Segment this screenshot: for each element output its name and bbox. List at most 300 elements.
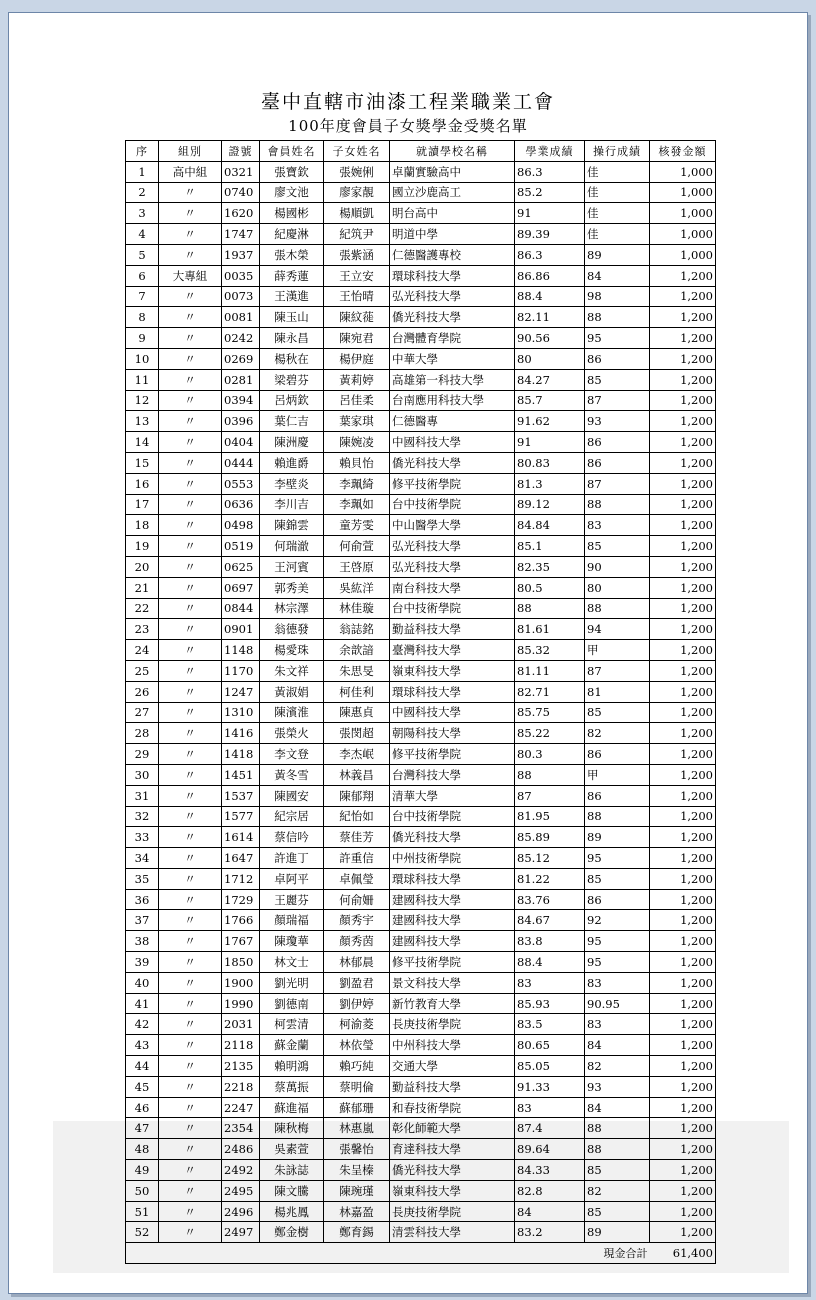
- row-number: 38: [126, 931, 159, 952]
- school-name: 弘光科技大學: [390, 556, 515, 577]
- child-name: 林嘉盈: [324, 1201, 390, 1222]
- member-name: 王漢進: [260, 286, 324, 307]
- child-name: 楊伊庭: [324, 348, 390, 369]
- school-name: 南台科技大學: [390, 577, 515, 598]
- member-name: 楊愛珠: [260, 640, 324, 661]
- row-number: 27: [126, 702, 159, 723]
- award-amount: 1,200: [650, 952, 716, 973]
- member-name: 朱文祥: [260, 660, 324, 681]
- member-id: 1647: [222, 848, 260, 869]
- school-name: 仁德醫專: [390, 411, 515, 432]
- school-name: 長庚技術學院: [390, 1014, 515, 1035]
- award-amount: 1,200: [650, 993, 716, 1014]
- award-amount: 1,200: [650, 432, 716, 453]
- academic-score: 87: [515, 785, 585, 806]
- member-id: 2486: [222, 1139, 260, 1160]
- child-name: 張婉俐: [324, 161, 390, 182]
- group-cell: 〃: [159, 494, 222, 515]
- table-row: [126, 972, 716, 993]
- table-row: [126, 1180, 716, 1201]
- child-name: 林惠嵐: [324, 1118, 390, 1139]
- academic-score: 85.32: [515, 640, 585, 661]
- row-number: 9: [126, 328, 159, 349]
- academic-score: 81.11: [515, 660, 585, 681]
- child-name: 李珮如: [324, 494, 390, 515]
- member-id: 0081: [222, 307, 260, 328]
- group-cell: 〃: [159, 1201, 222, 1222]
- conduct-score: 88: [585, 1139, 650, 1160]
- academic-score: 83: [515, 972, 585, 993]
- table-row: [126, 265, 716, 286]
- table-row: [126, 1097, 716, 1118]
- award-amount: 1,200: [650, 910, 716, 931]
- award-amount: 1,000: [650, 244, 716, 265]
- group-cell: 〃: [159, 432, 222, 453]
- row-number: 21: [126, 577, 159, 598]
- member-id: 2497: [222, 1222, 260, 1243]
- conduct-score: 87: [585, 390, 650, 411]
- member-name: 蘇金蘭: [260, 1035, 324, 1056]
- child-name: 朱思旻: [324, 660, 390, 681]
- member-id: 0394: [222, 390, 260, 411]
- header-cell: 操行成績: [585, 141, 650, 162]
- award-amount: 1,200: [650, 328, 716, 349]
- table-row: [126, 203, 716, 224]
- member-id: 1170: [222, 660, 260, 681]
- academic-score: 85.75: [515, 702, 585, 723]
- member-name: 葉仁吉: [260, 411, 324, 432]
- child-name: 張閔超: [324, 723, 390, 744]
- school-name: 勤益科技大學: [390, 1076, 515, 1097]
- academic-score: 89.39: [515, 224, 585, 245]
- group-cell: 高中組: [159, 161, 222, 182]
- table-row: [126, 411, 716, 432]
- group-cell: 〃: [159, 515, 222, 536]
- group-cell: 〃: [159, 744, 222, 765]
- academic-score: 84.67: [515, 910, 585, 931]
- header-cell: 就讀學校名稱: [390, 141, 515, 162]
- award-amount: 1,000: [650, 224, 716, 245]
- child-name: 紀筑尹: [324, 224, 390, 245]
- member-id: 0636: [222, 494, 260, 515]
- award-amount: 1,200: [650, 348, 716, 369]
- table-row: [126, 244, 716, 265]
- academic-score: 88: [515, 764, 585, 785]
- member-name: 顏瑞福: [260, 910, 324, 931]
- conduct-score: 84: [585, 265, 650, 286]
- conduct-score: 93: [585, 1076, 650, 1097]
- academic-score: 80: [515, 348, 585, 369]
- row-number: 44: [126, 1056, 159, 1077]
- academic-score: 83.2: [515, 1222, 585, 1243]
- academic-score: 81.3: [515, 473, 585, 494]
- academic-score: 88.4: [515, 286, 585, 307]
- member-id: 1577: [222, 806, 260, 827]
- row-number: 22: [126, 598, 159, 619]
- conduct-score: 89: [585, 1222, 650, 1243]
- group-cell: 〃: [159, 1118, 222, 1139]
- award-amount: 1,200: [650, 473, 716, 494]
- group-cell: 〃: [159, 1035, 222, 1056]
- academic-score: 85.05: [515, 1056, 585, 1077]
- award-amount: 1,200: [650, 1014, 716, 1035]
- header-cell: 核發金額: [650, 141, 716, 162]
- row-number: 39: [126, 952, 159, 973]
- header-cell: 子女姓名: [324, 141, 390, 162]
- member-id: 1614: [222, 827, 260, 848]
- member-id: 2247: [222, 1097, 260, 1118]
- member-name: 蔡信吟: [260, 827, 324, 848]
- group-cell: 〃: [159, 1014, 222, 1035]
- school-name: 清雲科技大學: [390, 1222, 515, 1243]
- member-id: 1990: [222, 993, 260, 1014]
- conduct-score: 82: [585, 1056, 650, 1077]
- academic-score: 89.64: [515, 1139, 585, 1160]
- school-name: 中州技術學院: [390, 848, 515, 869]
- school-name: 明道中學: [390, 224, 515, 245]
- row-number: 29: [126, 744, 159, 765]
- conduct-score: 佳: [585, 224, 650, 245]
- member-name: 李壁炎: [260, 473, 324, 494]
- group-cell: 〃: [159, 1222, 222, 1243]
- academic-score: 80.83: [515, 452, 585, 473]
- award-amount: 1,200: [650, 889, 716, 910]
- group-cell: 〃: [159, 244, 222, 265]
- member-name: 朱詠誌: [260, 1160, 324, 1181]
- table-row: [126, 369, 716, 390]
- school-name: 仁德醫護專校: [390, 244, 515, 265]
- table-row: [126, 723, 716, 744]
- child-name: 紀怡如: [324, 806, 390, 827]
- member-name: 陳瓊華: [260, 931, 324, 952]
- table-row: [126, 286, 716, 307]
- group-cell: 〃: [159, 411, 222, 432]
- group-cell: 〃: [159, 390, 222, 411]
- academic-score: 83.76: [515, 889, 585, 910]
- member-id: 1747: [222, 224, 260, 245]
- document-title: 臺中直轄市油漆工程業職業工會: [260, 91, 555, 113]
- conduct-score: 89: [585, 827, 650, 848]
- award-amount: 1,200: [650, 411, 716, 432]
- group-cell: 〃: [159, 660, 222, 681]
- group-cell: 〃: [159, 1180, 222, 1201]
- member-name: 翁德發: [260, 619, 324, 640]
- group-cell: 大專組: [159, 265, 222, 286]
- award-amount: 1,200: [650, 515, 716, 536]
- table-row: [126, 1014, 716, 1035]
- school-name: 中州科技大學: [390, 1035, 515, 1056]
- school-name: 長庚技術學院: [390, 1201, 515, 1222]
- group-cell: 〃: [159, 972, 222, 993]
- school-name: 台灣體育學院: [390, 328, 515, 349]
- member-id: 2492: [222, 1160, 260, 1181]
- child-name: 林義昌: [324, 764, 390, 785]
- school-name: 台灣科技大學: [390, 764, 515, 785]
- member-name: 王麗芬: [260, 889, 324, 910]
- member-id: 2031: [222, 1014, 260, 1035]
- member-id: 0404: [222, 432, 260, 453]
- group-cell: 〃: [159, 1076, 222, 1097]
- school-name: 台中技術學院: [390, 494, 515, 515]
- award-amount: 1,200: [650, 1056, 716, 1077]
- conduct-score: 85: [585, 702, 650, 723]
- table-row: [126, 328, 716, 349]
- academic-score: 86.3: [515, 161, 585, 182]
- academic-score: 91.33: [515, 1076, 585, 1097]
- table-row: [126, 1201, 716, 1222]
- award-amount: 1,200: [650, 286, 716, 307]
- award-amount: 1,200: [650, 931, 716, 952]
- member-name: 陳國安: [260, 785, 324, 806]
- row-number: 17: [126, 494, 159, 515]
- conduct-score: 佳: [585, 182, 650, 203]
- table-row: [126, 681, 716, 702]
- row-number: 28: [126, 723, 159, 744]
- table-row: [126, 806, 716, 827]
- academic-score: 81.95: [515, 806, 585, 827]
- member-name: 卓阿平: [260, 868, 324, 889]
- school-name: 中國科技大學: [390, 702, 515, 723]
- conduct-score: 86: [585, 432, 650, 453]
- award-table: [125, 140, 716, 1264]
- row-number: 16: [126, 473, 159, 494]
- child-name: 顏秀宇: [324, 910, 390, 931]
- school-name: 新竹教育大學: [390, 993, 515, 1014]
- group-cell: 〃: [159, 286, 222, 307]
- member-id: 0035: [222, 265, 260, 286]
- row-number: 35: [126, 868, 159, 889]
- group-cell: 〃: [159, 889, 222, 910]
- conduct-score: 85: [585, 1160, 650, 1181]
- conduct-score: 87: [585, 660, 650, 681]
- header-row: [126, 141, 716, 162]
- header-cell: 學業成績: [515, 141, 585, 162]
- school-name: 台中技術學院: [390, 598, 515, 619]
- group-cell: 〃: [159, 452, 222, 473]
- academic-score: 82.71: [515, 681, 585, 702]
- child-name: 張馨怡: [324, 1139, 390, 1160]
- award-amount: 1,000: [650, 182, 716, 203]
- award-amount: 1,200: [650, 1118, 716, 1139]
- total-value: 61,400: [650, 1243, 716, 1264]
- award-amount: 1,200: [650, 785, 716, 806]
- row-number: 20: [126, 556, 159, 577]
- award-amount: 1,200: [650, 1097, 716, 1118]
- child-name: 余歆諳: [324, 640, 390, 661]
- child-name: 陳琬瑾: [324, 1180, 390, 1201]
- row-number: 1: [126, 161, 159, 182]
- member-id: 1247: [222, 681, 260, 702]
- school-name: 台中技術學院: [390, 806, 515, 827]
- row-number: 41: [126, 993, 159, 1014]
- row-number: 47: [126, 1118, 159, 1139]
- member-name: 許進丁: [260, 848, 324, 869]
- award-amount: 1,200: [650, 848, 716, 869]
- member-name: 陳秋梅: [260, 1118, 324, 1139]
- table-row: [126, 1160, 716, 1181]
- school-name: 勤益科技大學: [390, 619, 515, 640]
- table-row: [126, 598, 716, 619]
- member-id: 2135: [222, 1056, 260, 1077]
- table-row: [126, 764, 716, 785]
- header-cell: 組別: [159, 141, 222, 162]
- school-name: 中山醫學大學: [390, 515, 515, 536]
- member-id: 1767: [222, 931, 260, 952]
- row-number: 49: [126, 1160, 159, 1181]
- row-number: 4: [126, 224, 159, 245]
- member-id: 0073: [222, 286, 260, 307]
- award-amount: 1,200: [650, 556, 716, 577]
- award-amount: 1,200: [650, 619, 716, 640]
- academic-score: 91: [515, 203, 585, 224]
- group-cell: 〃: [159, 1056, 222, 1077]
- row-number: 51: [126, 1201, 159, 1222]
- school-name: 嶺東科技大學: [390, 1180, 515, 1201]
- academic-score: 85.93: [515, 993, 585, 1014]
- group-cell: 〃: [159, 203, 222, 224]
- member-name: 王河賓: [260, 556, 324, 577]
- group-cell: 〃: [159, 536, 222, 557]
- child-name: 許重信: [324, 848, 390, 869]
- member-id: 2496: [222, 1201, 260, 1222]
- row-number: 23: [126, 619, 159, 640]
- academic-score: 80.5: [515, 577, 585, 598]
- child-name: 蔡明倫: [324, 1076, 390, 1097]
- child-name: 林郁晨: [324, 952, 390, 973]
- member-id: 1310: [222, 702, 260, 723]
- conduct-score: 88: [585, 806, 650, 827]
- group-cell: 〃: [159, 952, 222, 973]
- table-row: [126, 1076, 716, 1097]
- group-cell: 〃: [159, 619, 222, 640]
- academic-score: 81.22: [515, 868, 585, 889]
- group-cell: 〃: [159, 785, 222, 806]
- row-number: 50: [126, 1180, 159, 1201]
- school-name: 台南應用科技大學: [390, 390, 515, 411]
- row-number: 34: [126, 848, 159, 869]
- academic-score: 85.1: [515, 536, 585, 557]
- conduct-score: 84: [585, 1097, 650, 1118]
- group-cell: 〃: [159, 806, 222, 827]
- conduct-score: 80: [585, 577, 650, 598]
- table-row: [126, 619, 716, 640]
- group-cell: 〃: [159, 723, 222, 744]
- academic-score: 91: [515, 432, 585, 453]
- child-name: 楊順凱: [324, 203, 390, 224]
- award-amount: 1,000: [650, 161, 716, 182]
- row-number: 32: [126, 806, 159, 827]
- row-number: 25: [126, 660, 159, 681]
- conduct-score: 83: [585, 1014, 650, 1035]
- row-number: 42: [126, 1014, 159, 1035]
- conduct-score: 81: [585, 681, 650, 702]
- academic-score: 90.56: [515, 328, 585, 349]
- academic-score: 83: [515, 1097, 585, 1118]
- award-amount: 1,200: [650, 1076, 716, 1097]
- header-cell: 序: [126, 141, 159, 162]
- group-cell: 〃: [159, 598, 222, 619]
- group-cell: 〃: [159, 640, 222, 661]
- row-number: 8: [126, 307, 159, 328]
- member-id: 1712: [222, 868, 260, 889]
- academic-score: 88.4: [515, 952, 585, 973]
- member-name: 陳洲慶: [260, 432, 324, 453]
- table-row: [126, 1035, 716, 1056]
- conduct-score: 95: [585, 848, 650, 869]
- child-name: 賴貝怡: [324, 452, 390, 473]
- conduct-score: 90: [585, 556, 650, 577]
- member-name: 蔡萬振: [260, 1076, 324, 1097]
- child-name: 林依瑩: [324, 1035, 390, 1056]
- child-name: 李珮綺: [324, 473, 390, 494]
- table-row: [126, 182, 716, 203]
- academic-score: 88: [515, 598, 585, 619]
- total-label: 現金合計: [585, 1243, 650, 1264]
- table-row: [126, 889, 716, 910]
- member-id: 0396: [222, 411, 260, 432]
- group-cell: 〃: [159, 307, 222, 328]
- member-name: 吳素萱: [260, 1139, 324, 1160]
- row-number: 19: [126, 536, 159, 557]
- group-cell: 〃: [159, 369, 222, 390]
- member-name: 劉德南: [260, 993, 324, 1014]
- school-name: 中華大學: [390, 348, 515, 369]
- award-amount: 1,200: [650, 806, 716, 827]
- child-name: 童芳雯: [324, 515, 390, 536]
- member-id: 0844: [222, 598, 260, 619]
- member-id: 1451: [222, 764, 260, 785]
- school-name: 修平技術學院: [390, 952, 515, 973]
- member-name: 賴明鴻: [260, 1056, 324, 1077]
- conduct-score: 98: [585, 286, 650, 307]
- member-name: 陳濱淮: [260, 702, 324, 723]
- group-cell: 〃: [159, 1097, 222, 1118]
- conduct-score: 88: [585, 494, 650, 515]
- member-id: 1900: [222, 972, 260, 993]
- school-name: 修平技術學院: [390, 473, 515, 494]
- school-name: 交通大學: [390, 1056, 515, 1077]
- school-name: 弘光科技大學: [390, 286, 515, 307]
- header-cell: 證號: [222, 141, 260, 162]
- member-name: 林宗澤: [260, 598, 324, 619]
- member-id: 1620: [222, 203, 260, 224]
- award-amount: 1,200: [650, 390, 716, 411]
- group-cell: 〃: [159, 868, 222, 889]
- school-name: 彰化師範大學: [390, 1118, 515, 1139]
- member-name: 賴進爵: [260, 452, 324, 473]
- conduct-score: 88: [585, 598, 650, 619]
- academic-score: 85.7: [515, 390, 585, 411]
- group-cell: 〃: [159, 764, 222, 785]
- award-amount: 1,200: [650, 265, 716, 286]
- child-name: 黃莉婷: [324, 369, 390, 390]
- row-number: 45: [126, 1076, 159, 1097]
- row-number: 11: [126, 369, 159, 390]
- award-amount: 1,200: [650, 681, 716, 702]
- child-name: 賴巧純: [324, 1056, 390, 1077]
- conduct-score: 92: [585, 910, 650, 931]
- table-row: [126, 536, 716, 557]
- conduct-score: 85: [585, 536, 650, 557]
- child-name: 葉家琪: [324, 411, 390, 432]
- member-name: 黃淑娟: [260, 681, 324, 702]
- group-cell: 〃: [159, 993, 222, 1014]
- award-amount: 1,200: [650, 369, 716, 390]
- table-row: [126, 1118, 716, 1139]
- conduct-score: 甲: [585, 764, 650, 785]
- school-name: 和春技術學院: [390, 1097, 515, 1118]
- award-amount: 1,200: [650, 1035, 716, 1056]
